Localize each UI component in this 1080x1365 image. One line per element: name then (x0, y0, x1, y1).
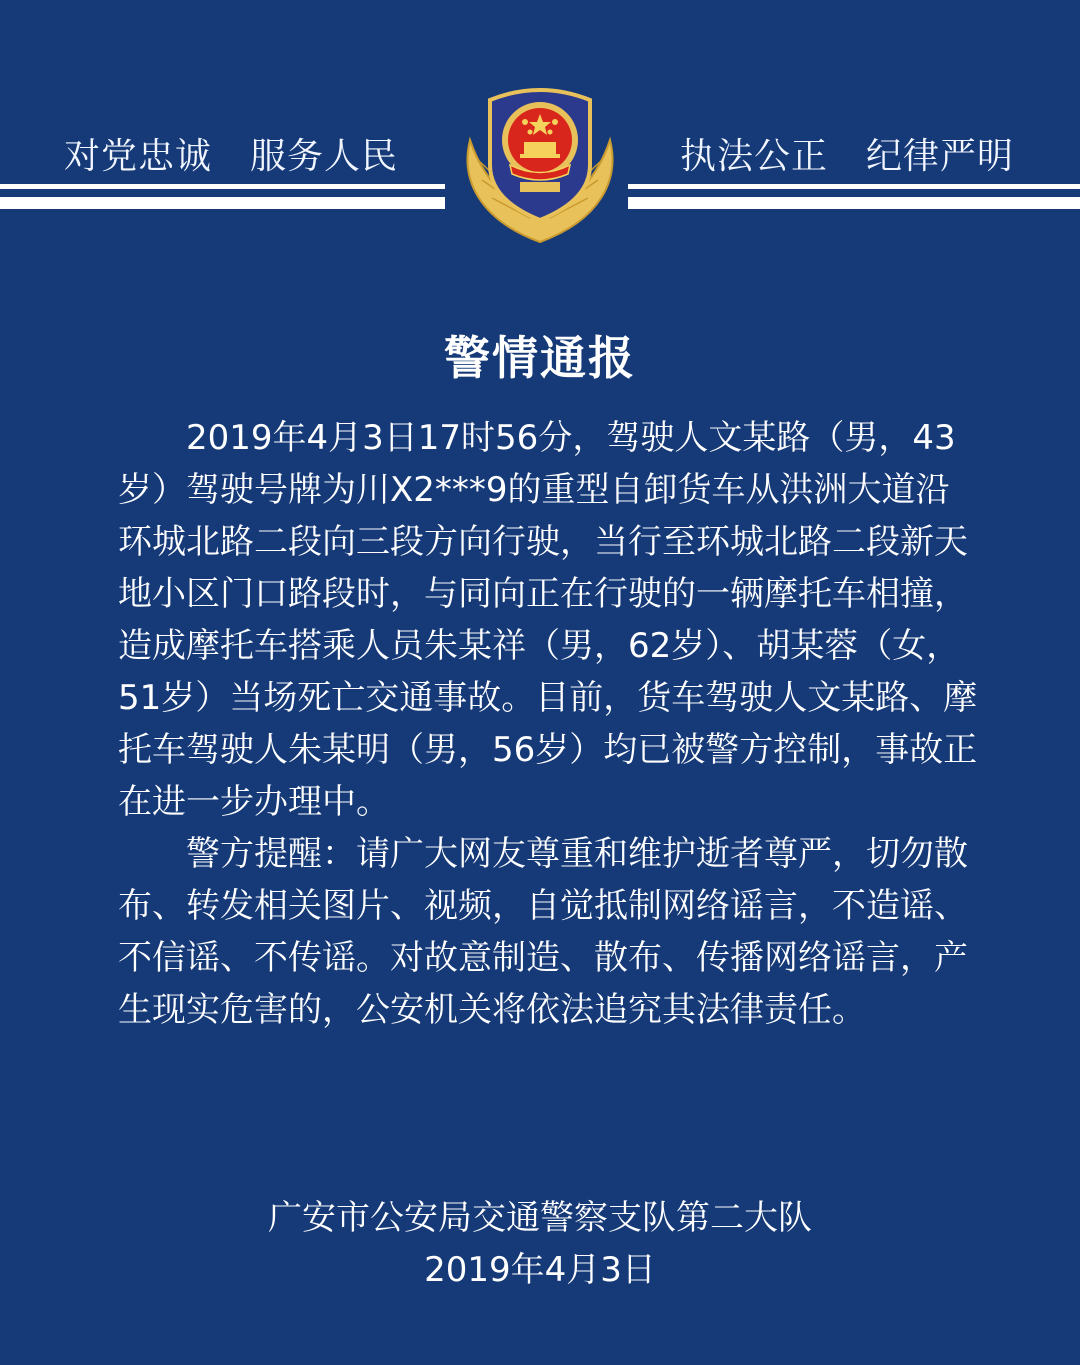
issue-date: 2019年4月3日 (424, 1250, 656, 1290)
stripe-divider (0, 197, 445, 209)
motto-serve-people: 服务人民 (250, 136, 399, 177)
notice-title: 警情通报 (444, 331, 636, 385)
motto-loyalty: 对党忠诚 (64, 136, 213, 177)
notice-body (118, 412, 978, 1036)
header-banner (0, 0, 1080, 300)
stripe-divider (0, 184, 445, 189)
signature-block (0, 1192, 1080, 1296)
motto-strict-discipline: 纪律严明 (866, 136, 1015, 177)
stripe-divider (628, 197, 1080, 209)
issuer-name: 广安市公安局交通警察支队第二大队 (268, 1198, 812, 1238)
notice-paragraph-incident: 2019年4月3日17时56分，驾驶人文某路（男，43岁）驾驶号牌为川X2***9的重型自卸货车从洪洲大道沿环城北路二段向三段方向行驶，当行至环城北路二段新天地小区门口路段时，与同向正在行驶的一辆摩托车相撞，造成摩托车搭乘人员朱某祥（男，62岁）、胡某蓉（女，51岁）当场死亡交通事故。目前，货车驾驶人文某路、摩托车驾驶人朱某明（男，56岁）均已被警方控制，事故正在进一步办理中。 (118, 418, 978, 822)
stripe-divider (628, 184, 1080, 189)
police-badge-icon (450, 70, 630, 250)
motto-fair-law: 执法公正 (680, 136, 829, 177)
notice-paragraph-reminder: 警方提醒：请广大网友尊重和维护逝者尊严，切勿散布、转发相关图片、视频，自觉抵制网络谣言，不造谣、不信谣、不传谣。对故意制造、散布、传播网络谣言，产生现实危害的，公安机关将依法追究其法律责任。 (118, 834, 968, 1030)
